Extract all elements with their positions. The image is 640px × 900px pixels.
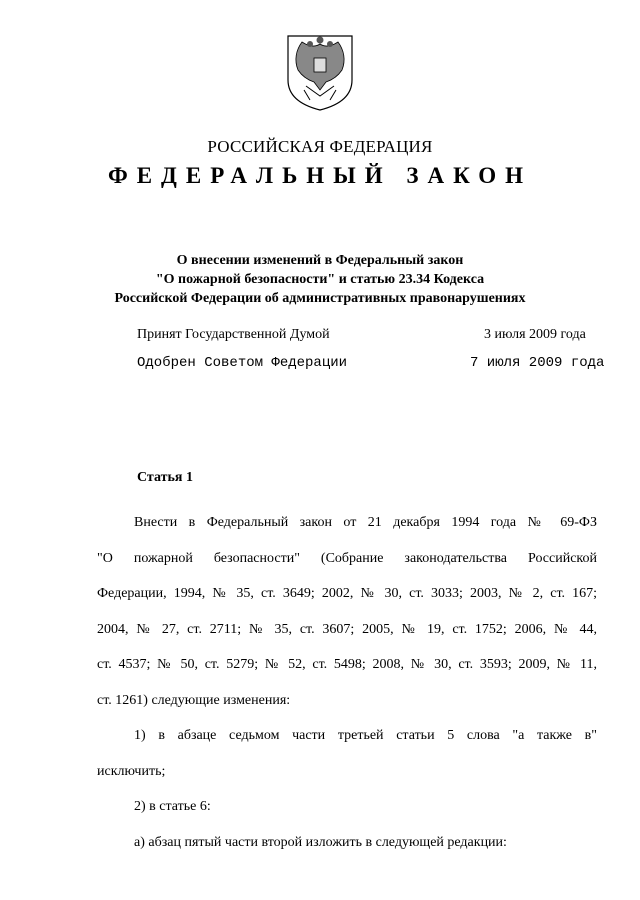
article-line: 1) в абзаце седьмом части третьей статьи 5 слова "а также в" <box>134 728 597 743</box>
article-line: 2) в статье 6: <box>134 799 211 814</box>
country-name: РОССИЙСКАЯ ФЕДЕРАЦИЯ <box>207 137 433 156</box>
law-title-line: "О пожарной безопасности" и статью 23.34 Кодекса <box>155 272 485 287</box>
article-line: ст. 1261) следующие изменения: <box>97 692 291 708</box>
article-body <box>97 505 597 860</box>
approved-label: Одобрен Советом Федерации <box>137 355 348 371</box>
article-line: а) абзац пятый части второй изложить в следующей редакции: <box>134 834 507 850</box>
article-line: "О пожарной безопасности" (Собрание законодательства Российской <box>97 550 597 566</box>
law-title-line: Российской Федерации об административных правонарушениях <box>114 291 526 306</box>
russian-coat-of-arms-icon <box>284 30 356 112</box>
article-line: исключить; <box>97 763 166 779</box>
approved-date: 7 июля 2009 года <box>470 355 605 371</box>
coat-of-arms-emblem <box>284 30 356 112</box>
law-title-line: О внесении изменений в Федеральный закон <box>176 253 464 268</box>
law-title <box>60 251 580 308</box>
article-line: Внести в Федеральный закон от 21 декабря 1994 года № 69-ФЗ <box>134 515 597 530</box>
adopted-label: Принят Государственной Думой <box>137 327 330 342</box>
article-line: 2004, № 27, ст. 2711; № 35, ст. 3607; 2005, № 19, ст. 1752; 2006, № 44, <box>97 621 597 637</box>
law-type-heading: ФЕДЕРАЛЬНЫЙ ЗАКОН <box>107 163 533 188</box>
article-line: ст. 4537; № 50, ст. 5279; № 52, ст. 5498; 2008, № 30, ст. 3593; 2009, № 11, <box>97 657 597 672</box>
article-heading: Статья 1 <box>137 470 193 485</box>
adopted-date: 3 июля 2009 года <box>484 327 586 342</box>
article-line: Федерации, 1994, № 35, ст. 3649; 2002, № 30, ст. 3033; 2003, № 2, ст. 167; <box>97 586 597 601</box>
